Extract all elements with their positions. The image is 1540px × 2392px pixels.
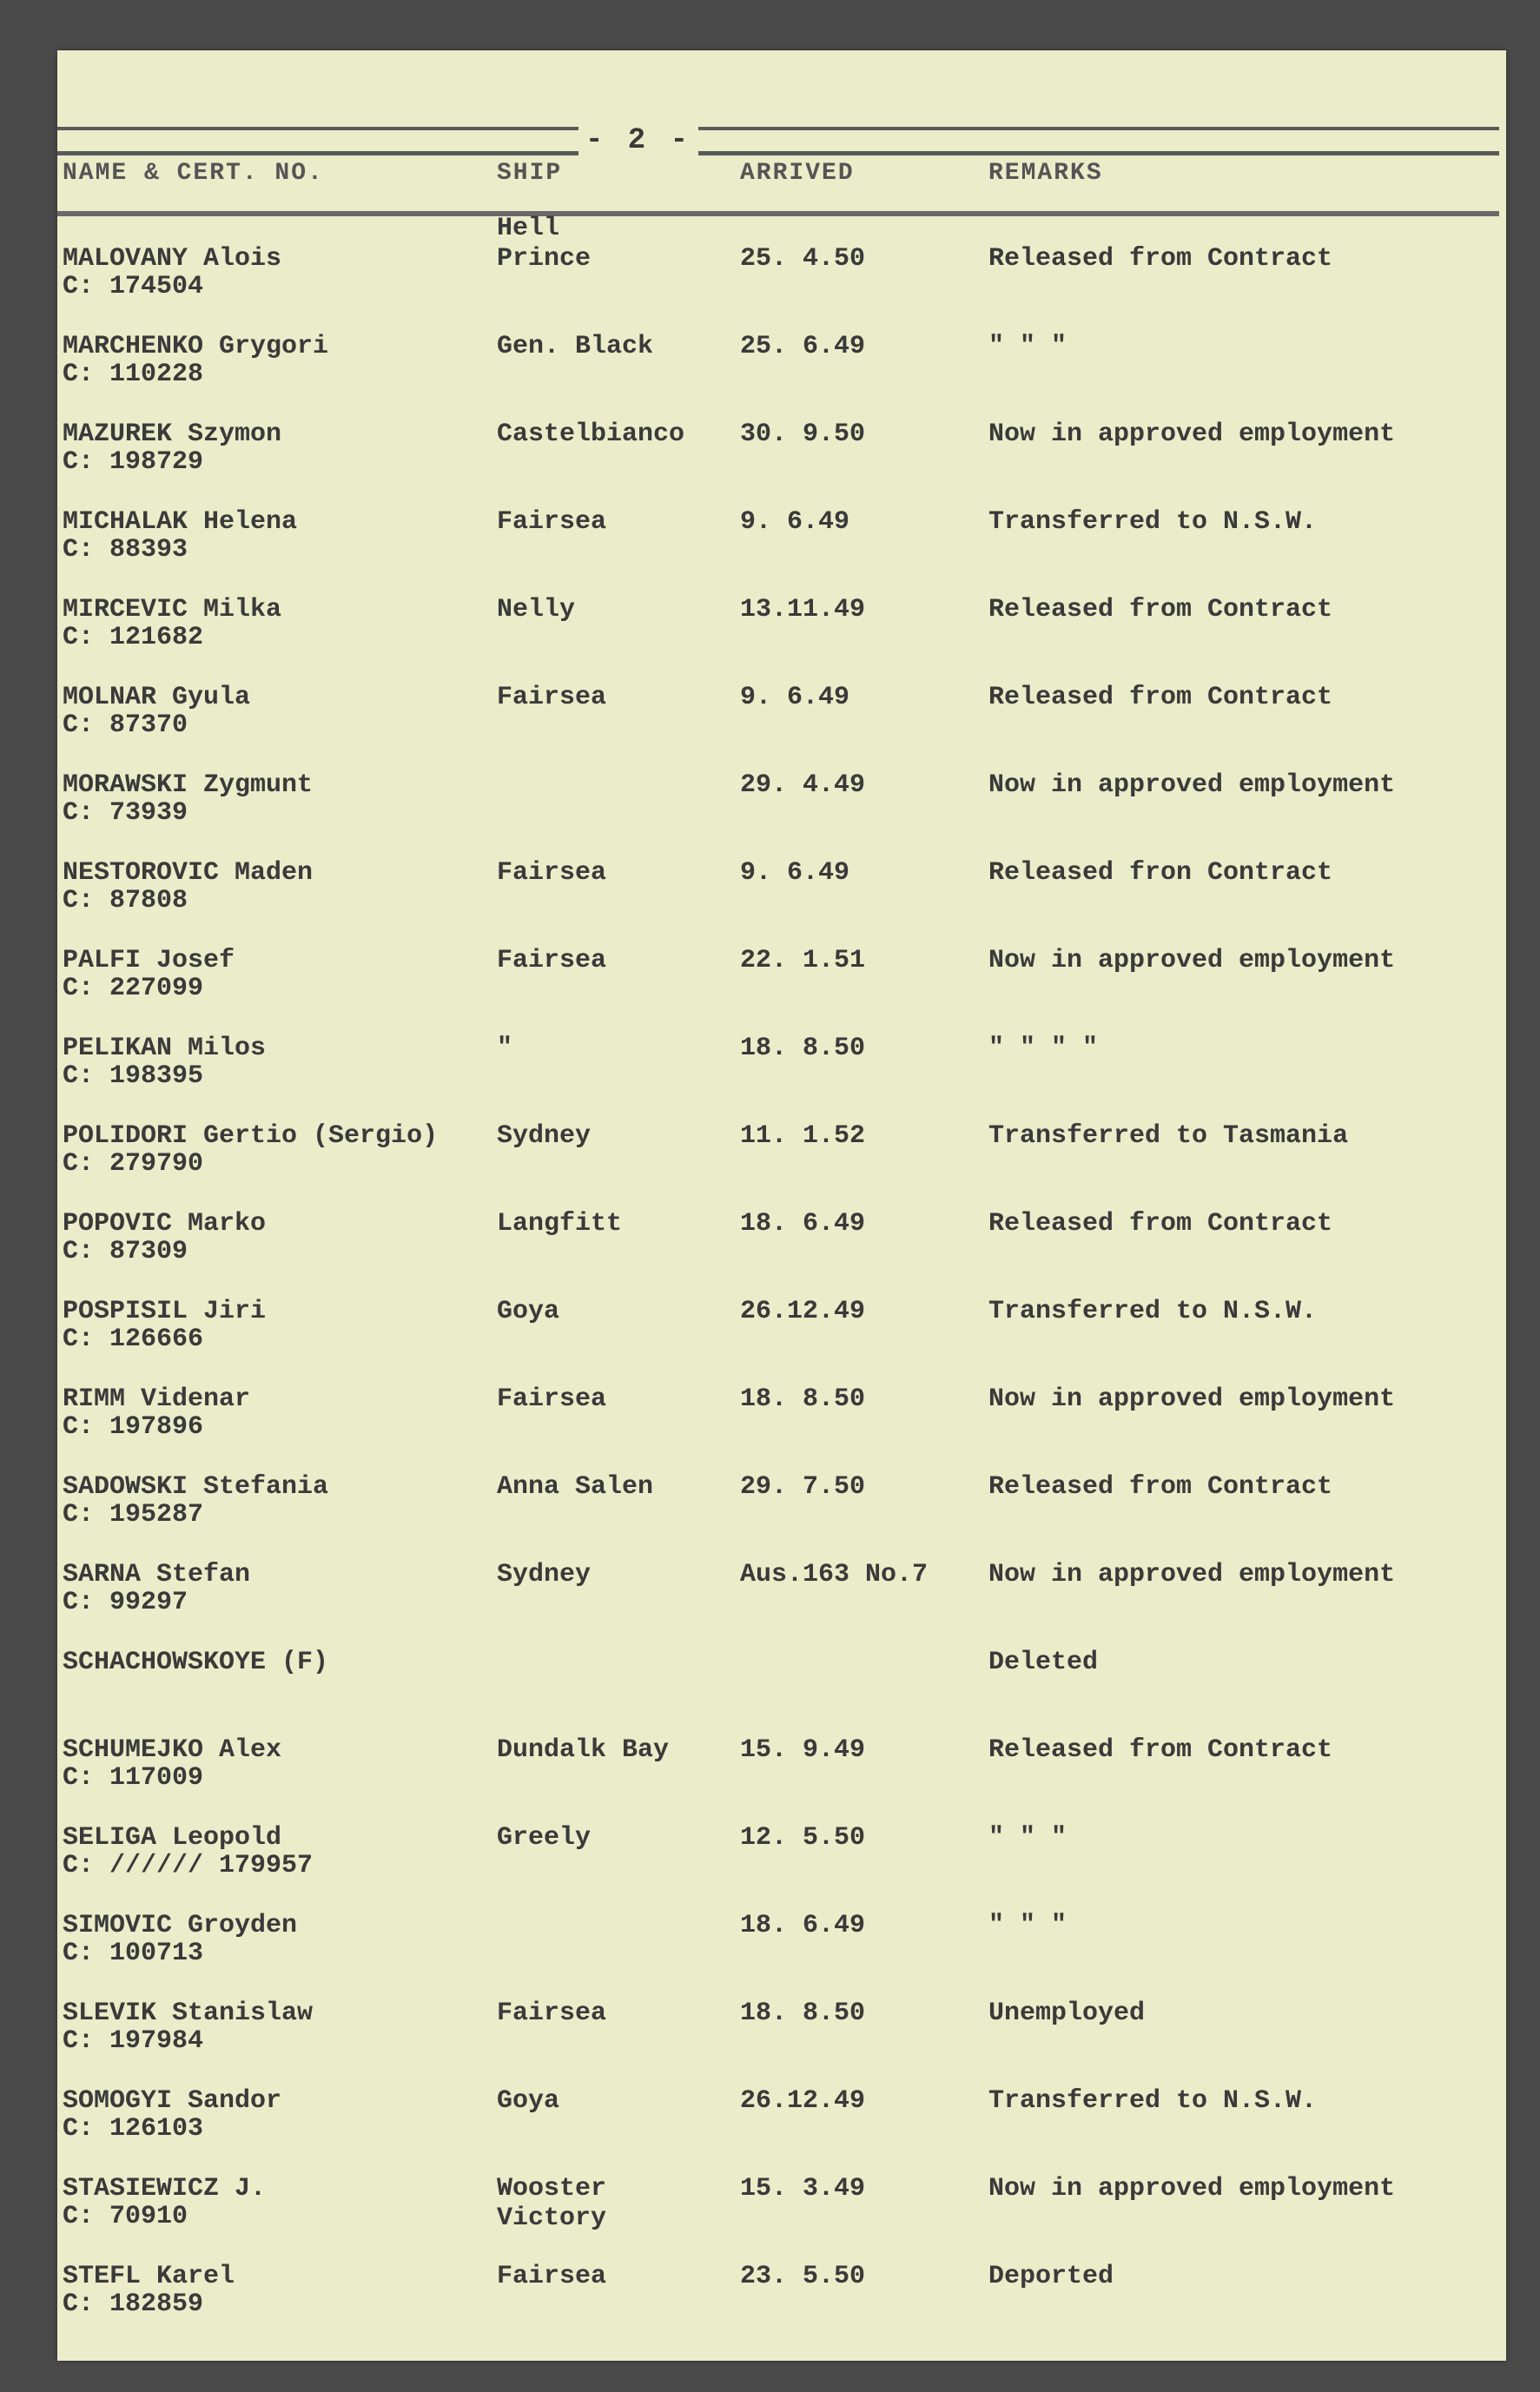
arrival-date: 25. 6.49 bbox=[740, 332, 866, 361]
arrival-date: Aus.163 No.7 bbox=[740, 1560, 929, 1589]
arrival-date: 9. 6.49 bbox=[740, 858, 850, 888]
ship-name-line2: Victory bbox=[497, 2204, 607, 2233]
table-row bbox=[57, 1647, 1506, 1735]
person-name: SOMOGYI Sandor bbox=[63, 2086, 282, 2116]
ship-name: Langfitt bbox=[497, 1209, 623, 1239]
arrival-date: 26.12.49 bbox=[740, 2086, 866, 2116]
person-name: MIRCEVIC Milka bbox=[63, 595, 282, 624]
cert-number: C: 70910 bbox=[63, 2202, 188, 2231]
person-name: SIMOVIC Groyden bbox=[63, 1911, 298, 1940]
cert-number: C: 121682 bbox=[63, 623, 204, 652]
ship-name: Greely bbox=[497, 1823, 592, 1853]
person-name: SARNA Stefan bbox=[63, 1560, 251, 1589]
table-row bbox=[57, 1822, 1506, 1910]
ship-name: Sydney bbox=[497, 1560, 592, 1589]
ship-name: Fairsea bbox=[497, 2262, 607, 2291]
cert-number: C: 73939 bbox=[63, 798, 188, 828]
table-row bbox=[57, 214, 1506, 331]
table-row bbox=[57, 2085, 1506, 2173]
person-name: SADOWSKI Stefania bbox=[63, 1472, 329, 1502]
ship-name: Gen. Black bbox=[497, 332, 654, 361]
table-row bbox=[57, 506, 1506, 594]
cert-number: C: 126666 bbox=[63, 1325, 204, 1354]
cert-number: C: 87309 bbox=[63, 1237, 188, 1266]
person-name: MARCHENKO Grygori bbox=[63, 332, 329, 361]
arrival-date: 18. 8.50 bbox=[740, 1034, 866, 1063]
arrival-date: 22. 1.51 bbox=[740, 946, 866, 975]
person-name: PALFI Josef bbox=[63, 946, 235, 975]
person-name: MICHALAK Helena bbox=[63, 507, 298, 537]
arrival-date: 11. 1.52 bbox=[740, 1121, 866, 1151]
table-row bbox=[57, 1120, 1506, 1208]
cert-number: C: ////// 179957 bbox=[63, 1851, 314, 1880]
remarks: " " " bbox=[988, 332, 1067, 361]
ship-name-line1: Hell bbox=[497, 214, 560, 243]
ship-name: Goya bbox=[497, 2086, 560, 2116]
page-number: - 2 - bbox=[578, 124, 698, 157]
ship-name: Goya bbox=[497, 1297, 560, 1326]
arrival-date: 15. 3.49 bbox=[740, 2174, 866, 2204]
arrival-date: 18. 8.50 bbox=[740, 1384, 866, 1414]
remarks: " " " bbox=[988, 1911, 1067, 1940]
cert-number: C: 197984 bbox=[63, 2026, 204, 2056]
header-remarks: REMARKS bbox=[988, 160, 1103, 187]
header-rule bbox=[57, 151, 1499, 155]
arrival-date: 30. 9.50 bbox=[740, 420, 866, 449]
ship-name: Fairsea bbox=[497, 683, 607, 712]
arrival-date: 9. 6.49 bbox=[740, 683, 850, 712]
remarks: Released from Contract bbox=[988, 683, 1333, 712]
cert-number: C: 174504 bbox=[63, 272, 204, 301]
cert-number: C: 227099 bbox=[63, 974, 204, 1003]
person-name: MALOVANY Alois bbox=[63, 244, 282, 274]
ship-name: Nelly bbox=[497, 595, 576, 624]
arrival-date: 18. 6.49 bbox=[740, 1911, 866, 1940]
cert-number: C: 110228 bbox=[63, 360, 204, 389]
remarks: Released from Contract bbox=[988, 1209, 1333, 1239]
person-name: SCHACHOWSKOYE (F) bbox=[63, 1648, 329, 1677]
remarks: Unemployed bbox=[988, 1999, 1146, 2028]
table-row bbox=[57, 1384, 1506, 1471]
person-name: SELIGA Leopold bbox=[63, 1823, 282, 1853]
table-row bbox=[57, 1471, 1506, 1559]
table-row bbox=[57, 1735, 1506, 1822]
remarks: Released from Contract bbox=[988, 1735, 1333, 1765]
cert-number: C: 126103 bbox=[63, 2114, 204, 2144]
ship-name: Fairsea bbox=[497, 1999, 607, 2028]
table-row bbox=[57, 2173, 1506, 2261]
ship-name: Prince bbox=[497, 244, 592, 274]
remarks: " " " bbox=[988, 1823, 1067, 1853]
arrival-date: 18. 8.50 bbox=[740, 1999, 866, 2028]
arrival-date: 25. 4.50 bbox=[740, 244, 866, 274]
table-row bbox=[57, 419, 1506, 506]
cert-number: C: 87370 bbox=[63, 710, 188, 740]
ship-name: Dundalk Bay bbox=[497, 1735, 670, 1765]
person-name: POSPISIL Jiri bbox=[63, 1297, 267, 1326]
header-name-cert: NAME & CERT. NO. bbox=[63, 160, 324, 187]
arrival-date: 29. 4.49 bbox=[740, 770, 866, 800]
remarks: Released fron Contract bbox=[988, 858, 1333, 888]
person-name: PELIKAN Milos bbox=[63, 1034, 267, 1063]
remarks: Now in approved employment bbox=[988, 420, 1396, 449]
ship-name: Fairsea bbox=[497, 858, 607, 888]
table-row bbox=[57, 857, 1506, 945]
remarks: Transferred to N.S.W. bbox=[988, 1297, 1318, 1326]
person-name: SCHUMEJKO Alex bbox=[63, 1735, 282, 1765]
ship-name: Wooster bbox=[497, 2174, 607, 2204]
person-name: SLEVIK Stanislaw bbox=[63, 1999, 314, 2028]
top-rule bbox=[57, 127, 1499, 130]
header-bottom-rule bbox=[57, 211, 1499, 216]
table-row bbox=[57, 945, 1506, 1033]
table-row bbox=[57, 1296, 1506, 1384]
header-arrived: ARRIVED bbox=[740, 160, 855, 187]
cert-number: C: 87808 bbox=[63, 886, 188, 915]
cert-number: C: 182859 bbox=[63, 2290, 204, 2319]
cert-number: C: 197896 bbox=[63, 1412, 204, 1442]
remarks: Deleted bbox=[988, 1648, 1099, 1677]
remarks: Now in approved employment bbox=[988, 946, 1396, 975]
person-name: MAZUREK Szymon bbox=[63, 420, 282, 449]
arrival-date: 9. 6.49 bbox=[740, 507, 850, 537]
table-row bbox=[57, 1910, 1506, 1998]
remarks: " " " " bbox=[988, 1034, 1099, 1063]
table-row bbox=[57, 1559, 1506, 1647]
remarks: Transferred to N.S.W. bbox=[988, 2086, 1318, 2116]
ship-name: Castelbianco bbox=[497, 420, 685, 449]
table-row bbox=[57, 1998, 1506, 2085]
person-name: STASIEWICZ J. bbox=[63, 2174, 267, 2204]
remarks: Released from Contract bbox=[988, 595, 1333, 624]
person-name: MORAWSKI Zygmunt bbox=[63, 770, 314, 800]
table-row bbox=[57, 331, 1506, 419]
cert-number: C: 100713 bbox=[63, 1939, 204, 1968]
arrival-date: 12. 5.50 bbox=[740, 1823, 866, 1853]
person-name: POLIDORI Gertio (Sergio) bbox=[63, 1121, 439, 1151]
cert-number: C: 195287 bbox=[63, 1500, 204, 1530]
arrival-date: 29. 7.50 bbox=[740, 1472, 866, 1502]
remarks: Now in approved employment bbox=[988, 1384, 1396, 1414]
remarks: Transferred to Tasmania bbox=[988, 1121, 1349, 1151]
header-ship: SHIP bbox=[497, 160, 563, 187]
remarks: Deported bbox=[988, 2262, 1114, 2291]
person-name: RIMM Videnar bbox=[63, 1384, 251, 1414]
remarks: Now in approved employment bbox=[988, 770, 1396, 800]
document-page bbox=[57, 50, 1506, 2361]
arrival-date: 18. 6.49 bbox=[740, 1209, 866, 1239]
person-name: NESTOROVIC Maden bbox=[63, 858, 314, 888]
cert-number: C: 279790 bbox=[63, 1149, 204, 1179]
ship-name: Fairsea bbox=[497, 507, 607, 537]
remarks: Transferred to N.S.W. bbox=[988, 507, 1318, 537]
cert-number: C: 88393 bbox=[63, 535, 188, 565]
arrival-date: 15. 9.49 bbox=[740, 1735, 866, 1765]
table-row bbox=[57, 770, 1506, 857]
ship-name: " bbox=[497, 1034, 513, 1063]
remarks: Now in approved employment bbox=[988, 2174, 1396, 2204]
cert-number: C: 198395 bbox=[63, 1061, 204, 1091]
arrival-date: 23. 5.50 bbox=[740, 2262, 866, 2291]
arrival-date: 26.12.49 bbox=[740, 1297, 866, 1326]
cert-number: C: 99297 bbox=[63, 1588, 188, 1617]
remarks: Released from Contract bbox=[988, 1472, 1333, 1502]
arrival-date: 13.11.49 bbox=[740, 595, 866, 624]
table-row bbox=[57, 682, 1506, 770]
table-row bbox=[57, 1033, 1506, 1120]
ship-name: Fairsea bbox=[497, 1384, 607, 1414]
table-row bbox=[57, 594, 1506, 682]
person-name: MOLNAR Gyula bbox=[63, 683, 251, 712]
table-row bbox=[57, 1208, 1506, 1296]
person-name: STEFL Karel bbox=[63, 2262, 235, 2291]
ship-name: Fairsea bbox=[497, 946, 607, 975]
person-name: POPOVIC Marko bbox=[63, 1209, 267, 1239]
table-row bbox=[57, 2261, 1506, 2349]
remarks: Now in approved employment bbox=[988, 1560, 1396, 1589]
ship-name: Anna Salen bbox=[497, 1472, 654, 1502]
cert-number: C: 198729 bbox=[63, 447, 204, 477]
cert-number: C: 117009 bbox=[63, 1763, 204, 1793]
ship-name: Sydney bbox=[497, 1121, 592, 1151]
remarks: Released from Contract bbox=[988, 244, 1333, 274]
